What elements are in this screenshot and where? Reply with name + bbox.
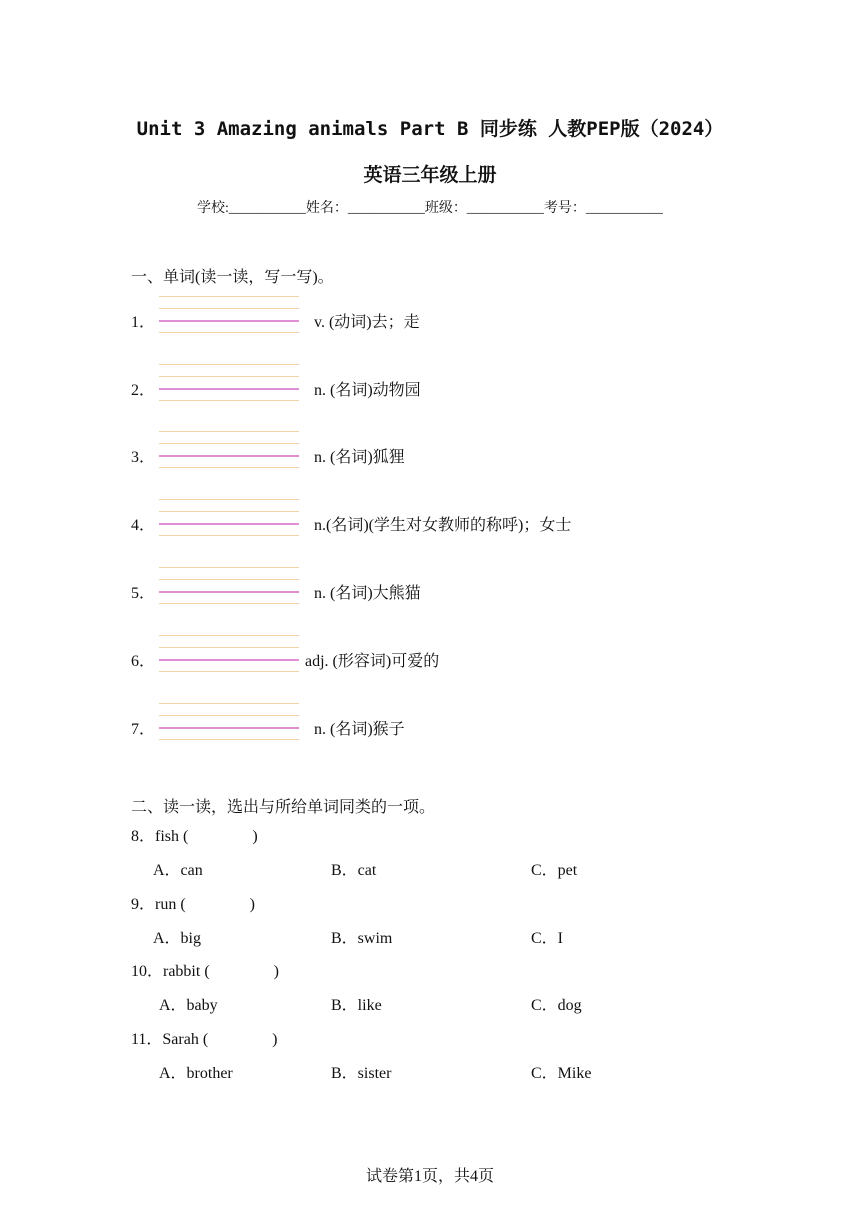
writing-lines[interactable] (159, 703, 299, 751)
item-meaning: n.(名词)(学生对女教师的称呼)；女士 (314, 517, 572, 534)
option-b[interactable]: B．swim (331, 930, 393, 947)
vocab-item (131, 431, 731, 479)
page-footer: 试卷第1页，共4页 (365, 1168, 494, 1185)
item-meaning: n. (名词)狐狸 (314, 449, 405, 466)
option-b[interactable]: B．like (331, 997, 382, 1014)
vocab-item (131, 635, 731, 683)
option-c[interactable]: C．I (531, 930, 564, 947)
item-meaning: v. (动词)去；走 (314, 314, 420, 331)
item-number: 5． (131, 585, 156, 602)
option-c[interactable]: C．pet (531, 862, 578, 879)
section-1-heading: 一、单词(读一读，写一写)。 (131, 269, 334, 286)
student-info-line: 学校:___________姓名：___________班级：___________考号：___________ (197, 201, 663, 216)
question-stem: 9．run ( ) (131, 896, 255, 913)
item-number: 1． (131, 314, 156, 331)
question-stem: 8．fish ( ) (131, 828, 258, 845)
option-c[interactable]: C．dog (531, 997, 582, 1014)
worksheet-subtitle: 英语三年级上册 (363, 165, 497, 186)
option-b[interactable]: B．cat (331, 862, 377, 879)
writing-lines[interactable] (159, 431, 299, 479)
option-a[interactable]: A．big (153, 930, 202, 947)
option-c[interactable]: C．Mike (531, 1065, 592, 1082)
question-stem: 10．rabbit ( ) (131, 963, 279, 980)
option-a[interactable]: A．baby (159, 997, 218, 1014)
item-number: 4． (131, 517, 156, 534)
writing-lines[interactable] (159, 499, 299, 547)
item-number: 2． (131, 382, 156, 399)
writing-lines[interactable] (159, 635, 299, 683)
item-meaning: n. (名词)大熊猫 (314, 585, 421, 602)
option-a[interactable]: A．brother (159, 1065, 233, 1082)
item-number: 3． (131, 449, 156, 466)
section-2-heading: 二、读一读，选出与所给单词同类的一项。 (131, 799, 436, 816)
question-stem: 11．Sarah ( ) (131, 1031, 278, 1048)
item-number: 6． (131, 653, 156, 670)
vocab-item (131, 499, 731, 547)
item-meaning: n. (名词)动物园 (314, 382, 421, 399)
vocab-item (131, 296, 731, 344)
option-b[interactable]: B．sister (331, 1065, 392, 1082)
item-meaning: adj. (形容词)可爱的 (305, 653, 440, 670)
option-a[interactable]: A．can (153, 862, 203, 879)
item-meaning: n. (名词)猴子 (314, 721, 405, 738)
worksheet-title: Unit 3 Amazing animals Part B 同步练 人教PEP版（2024） (136, 118, 724, 140)
vocab-item (131, 703, 731, 751)
writing-lines[interactable] (159, 296, 299, 344)
vocab-item (131, 364, 731, 412)
writing-lines[interactable] (159, 567, 299, 615)
item-number: 7． (131, 721, 156, 738)
vocab-item (131, 567, 731, 615)
writing-lines[interactable] (159, 364, 299, 412)
